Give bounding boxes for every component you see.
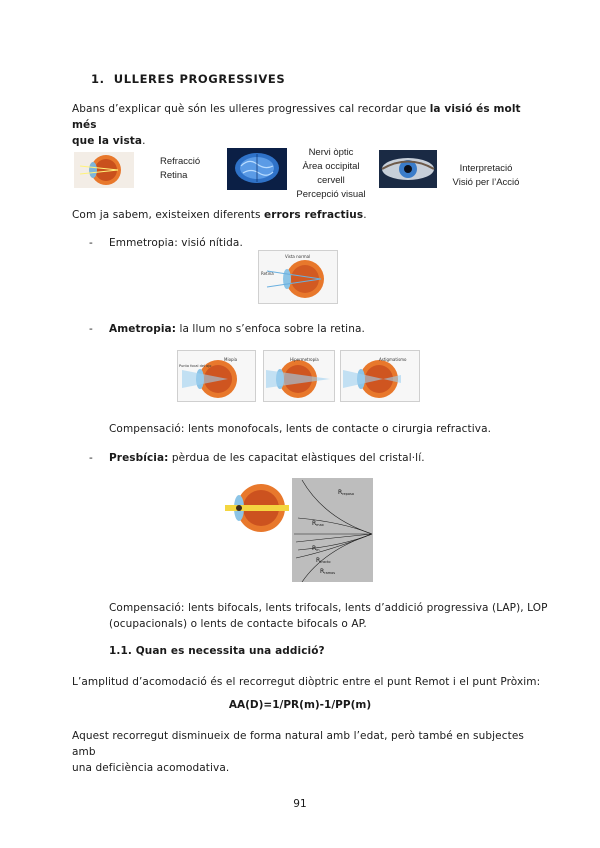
r-symbol: R: [320, 568, 325, 575]
brain-image: [227, 148, 287, 190]
presbyopia-label: Presbícia:: [109, 452, 169, 464]
bullet-dash: -: [89, 237, 93, 249]
compensation-line: Compensació: lents bifocals, lents trifocals, lents d’addició progressiva (LAP), LOP: [109, 602, 548, 614]
r-subscript: tracto: [320, 560, 331, 564]
section-number: 1.: [91, 72, 105, 86]
accommodation-formula: AA(D)=1/PR(m)-1/PP(m): [228, 699, 372, 711]
intro-bold: la visió és molt més: [72, 103, 521, 131]
r-symbol: R: [338, 489, 343, 496]
errors-intro: [72, 207, 367, 223]
caption-line: Àrea occipital cervell: [302, 161, 360, 186]
astigmatism-label: Astigmatismo: [379, 357, 407, 362]
closing-line: una deficiència acomodativa.: [72, 762, 230, 774]
caption-line: Retina: [160, 170, 188, 181]
caption-line: Refracció: [160, 156, 201, 167]
ametropia-text: la llum no s’enfoca sobre la retina.: [176, 323, 365, 335]
caption-interpretation: [451, 162, 521, 190]
presbyopia-item: [109, 450, 425, 466]
emmetropia-top-label: Vista normal: [285, 254, 311, 259]
r-subscript: ramos: [324, 571, 336, 575]
caption-neural: [290, 146, 372, 202]
bullet-dash: -: [89, 323, 93, 335]
eye-cross-section-image: [74, 152, 134, 188]
compensation-monofocal: Compensació: lents monofocals, lents de contacte o cirurgia refractiva.: [109, 423, 492, 435]
r-symbol: R: [316, 557, 321, 564]
intro-bold-2: que la vista: [72, 135, 143, 147]
ametropia-item: [109, 321, 365, 337]
intro-paragraph: [72, 101, 532, 149]
bullet-dash: -: [89, 452, 93, 464]
emmetropia-item: Emmetropia: visió nítida.: [109, 237, 243, 249]
caption-refraction: [160, 155, 200, 183]
section-title: ULLERES PROGRESSIVES: [113, 72, 286, 86]
caption-line: Percepció visual: [296, 189, 366, 200]
caption-line: Nervi òptic: [308, 147, 354, 158]
r-symbol: R: [312, 545, 317, 552]
myopia-label: Miopía: [224, 357, 238, 362]
errors-intro-bold: errors refractius: [264, 209, 364, 221]
intro-period: .: [142, 135, 146, 147]
intro-text: Abans d’explicar què són les ulleres progressives cal recordar que: [72, 103, 430, 115]
page-number: 91: [293, 798, 307, 810]
compensation-multifocal: [109, 600, 549, 632]
eye-iris-image: [379, 150, 437, 188]
r-symbol: R: [312, 520, 317, 527]
subsection-title: Quan es necessita una addició?: [135, 645, 325, 657]
myopia-side-label: Punto focal del ojo: [179, 364, 212, 368]
emmetropia-side-label: Retina: [261, 271, 274, 276]
astigmatism-diagram: [340, 350, 420, 402]
r-subscript: reposo: [342, 492, 355, 496]
errors-intro-text: Com ja sabem, existeixen diferents: [72, 209, 265, 221]
presbyopia-text: pèrdua de les capacitat elàstiques del cristal·lí.: [168, 452, 425, 464]
subsection-heading: [109, 643, 325, 659]
caption-line: Interpretació: [459, 163, 513, 174]
r-subscript: m: [316, 548, 320, 552]
hyperopia-label: Hipermetropía: [290, 357, 319, 362]
compensation-line: (ocupacionals) o lents de contacte bifocals o AP.: [109, 618, 367, 630]
amplitude-paragraph: L’amplitud d’acomodació és el recorregut diòptric entre el punt Remot i el punt Pròxim:: [72, 676, 541, 688]
presbyopia-accommodation-diagram: [292, 478, 373, 582]
caption-line: Visió per l’Acció: [452, 177, 520, 188]
r-subscript: max: [316, 523, 324, 527]
myopia-diagram: [177, 350, 256, 402]
emmetropia-diagram: [258, 250, 338, 304]
ametropia-label: Ametropia:: [109, 323, 176, 335]
presbyopia-eye-image: [225, 478, 289, 538]
closing-line: Aquest recorregut disminueix de forma natural amb l’edat, però també en subjectes amb: [72, 730, 524, 758]
subsection-number: 1.1.: [109, 645, 132, 657]
closing-paragraph: [72, 728, 532, 776]
errors-intro-period: .: [363, 209, 367, 221]
section-heading: [91, 72, 285, 86]
hyperopia-diagram: [263, 350, 335, 402]
